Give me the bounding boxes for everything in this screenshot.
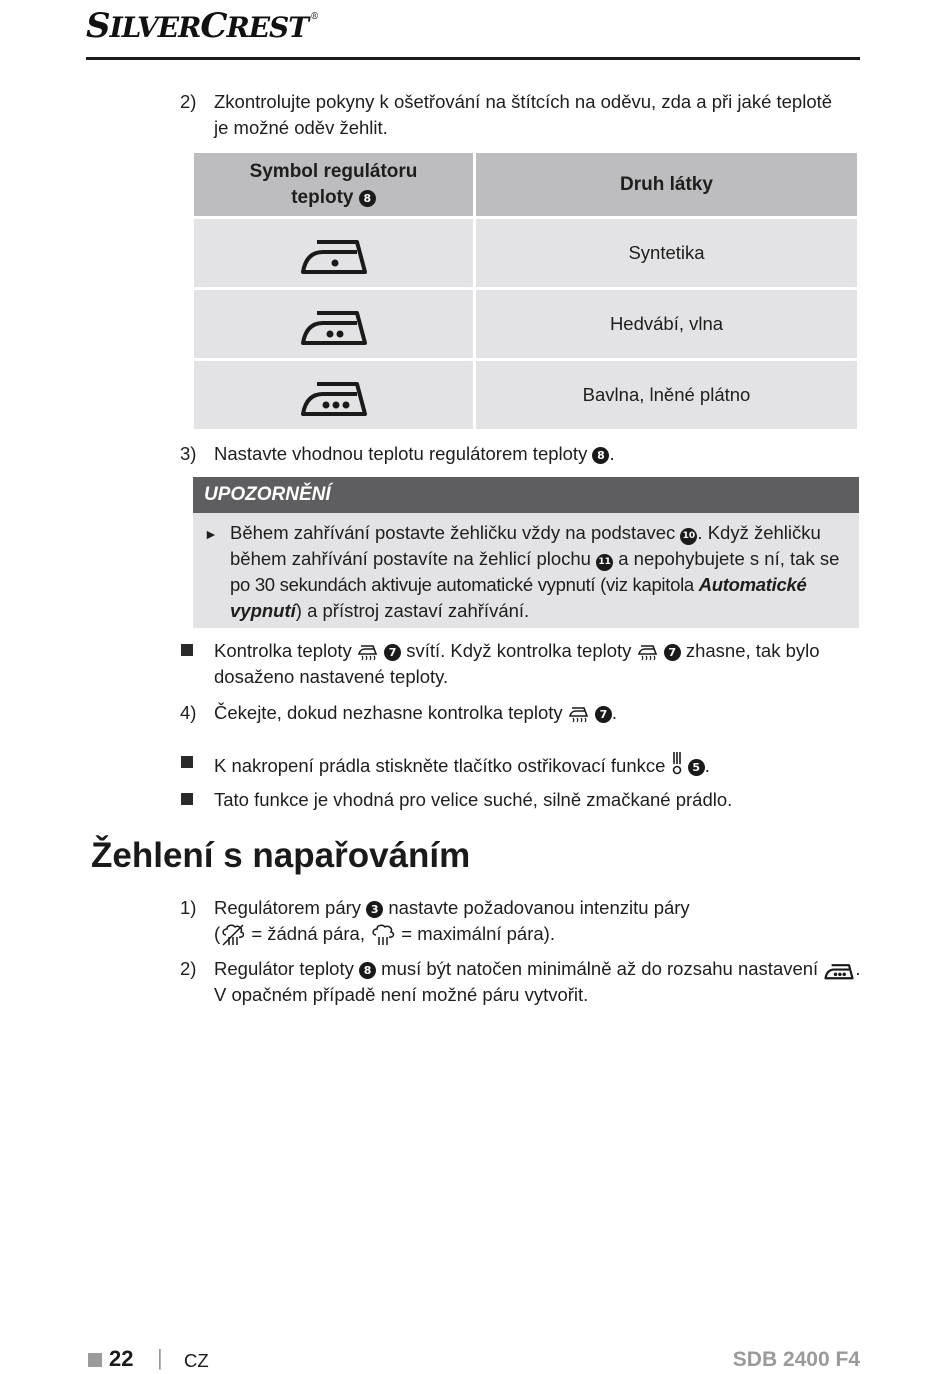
warning-text: a nepohybujete s ní, tak se [618, 548, 840, 569]
ref-number: 3 [366, 901, 383, 918]
warning-text: ) a přístroj zastaví zahřívání. [295, 600, 530, 621]
step-4 [180, 700, 860, 726]
fabric-cell: Syntetika [476, 219, 857, 287]
header-rule [86, 57, 860, 60]
language-code: CZ [184, 1350, 209, 1371]
header-line: teploty [291, 186, 354, 208]
heat-indicator-icon [357, 642, 379, 662]
bullet-square-icon [181, 756, 193, 768]
chapter-reference: Automatické [698, 574, 807, 595]
steam-step-1 [180, 895, 860, 947]
ref-number: 7 [384, 644, 401, 661]
footer-square-icon [88, 1353, 102, 1367]
step-text: Regulátorem páry [214, 897, 362, 918]
bullet-item [214, 787, 860, 813]
step-number: 4) [180, 702, 197, 723]
step-text: = maximální pára). [401, 923, 555, 944]
table-row [194, 219, 859, 287]
punctuation: . [704, 755, 710, 776]
heat-indicator-icon [568, 704, 590, 724]
chapter-reference: vypnutí [230, 600, 296, 621]
section-title: Žehlení s napařováním [91, 836, 471, 875]
ref-number: 8 [359, 962, 376, 979]
iron-three-dots-icon [823, 960, 855, 980]
bullet-text: svítí. Když kontrolka teploty [406, 640, 632, 661]
table-row [194, 361, 859, 429]
bullet-square-icon [181, 793, 193, 805]
steam-step-2 [180, 956, 870, 1008]
bullet-text: Kontrolka teploty [214, 640, 352, 661]
max-steam-icon [370, 923, 396, 947]
step-text: Čekejte, dokud nezhasne kontrolka teploty [214, 702, 563, 723]
punctuation: ( [214, 923, 221, 944]
ref-number: 10 [680, 528, 697, 545]
warning-body [193, 513, 859, 628]
fabric-cell: Hedvábí, vlna [476, 290, 857, 358]
warning-title: UPOZORNĚNÍ [193, 477, 859, 513]
step-text-line: Zkontrolujte pokyny k ošetřování na štítcích na oděvu, zda a při jaké teplotě [214, 91, 833, 112]
table-header-row [194, 153, 859, 216]
column-header-symbol [194, 153, 473, 216]
model-number: SDB 2400 F4 [732, 1348, 860, 1371]
bullet-item [214, 638, 860, 690]
iron-one-dot-icon [194, 219, 473, 287]
bullet-text: zhasne, tak bylo [685, 640, 820, 661]
step-text: = žádná pára, [251, 923, 365, 944]
step-text: Regulátor teploty [214, 958, 354, 979]
step-number: 2) [180, 958, 197, 979]
step-number: 2) [180, 91, 197, 112]
bullet-text: dosaženo nastavené teploty. [214, 666, 449, 687]
step-number: 3) [180, 443, 197, 464]
bullet-text: Tato funkce je vhodná pro velice suché, silně zmačkané prádlo. [214, 789, 733, 810]
warning-text: Během zahřívání postavte žehličku vždy na podstavec [230, 522, 676, 543]
fabric-cell: Bavlna, lněné plátno [476, 361, 857, 429]
ref-number: 7 [664, 644, 681, 661]
warning-text: po 30 sekundách aktivuje automatické vypnutí (viz kapitola [230, 574, 694, 595]
footer-separator: | [157, 1345, 163, 1370]
ref-number: 7 [595, 706, 612, 723]
step-number: 1) [180, 897, 197, 918]
brand-logo: SILVERCREST ® [86, 6, 319, 46]
punctuation: . [855, 958, 861, 979]
bullet-text: K nakropení prádla stiskněte tlačítko ostřikovací funkce [214, 755, 666, 776]
no-steam-icon [220, 923, 246, 947]
bullet-item [214, 750, 860, 779]
step-text: V opačném případě není možné páru vytvořit. [214, 984, 589, 1005]
bullet-square-icon [181, 644, 193, 656]
ref-number: 8 [359, 190, 376, 207]
step-text: Nastavte vhodnou teplotu regulátorem teploty [214, 443, 588, 464]
step-3 [180, 441, 860, 467]
spray-icon [671, 750, 683, 776]
punctuation: . [611, 702, 618, 723]
ref-number: 5 [688, 759, 705, 776]
header-line: Symbol regulátoru [249, 160, 418, 182]
table-row [194, 290, 859, 358]
step-text: musí být natočen minimálně až do rozsahu nastavení [381, 958, 819, 979]
bullet-arrow-icon: ► [204, 526, 218, 542]
warning-text: . Když žehličku [697, 522, 821, 543]
heat-indicator-icon [637, 642, 659, 662]
ref-number: 8 [592, 447, 609, 464]
step-text: nastavte požadovanou intenzitu páry [388, 897, 690, 918]
column-header-fabric: Druh látky [476, 153, 857, 216]
warning-text: během zahřívání postavíte na žehlicí plochu [230, 548, 591, 569]
temperature-table [194, 153, 859, 429]
iron-three-dots-icon [194, 361, 473, 429]
iron-two-dots-icon [194, 290, 473, 358]
ref-number: 11 [596, 554, 613, 571]
punctuation: . [609, 443, 615, 464]
step-2 [180, 89, 860, 141]
step-text-line: je možné oděv žehlit. [214, 117, 388, 138]
page-number: 22 [109, 1346, 134, 1371]
